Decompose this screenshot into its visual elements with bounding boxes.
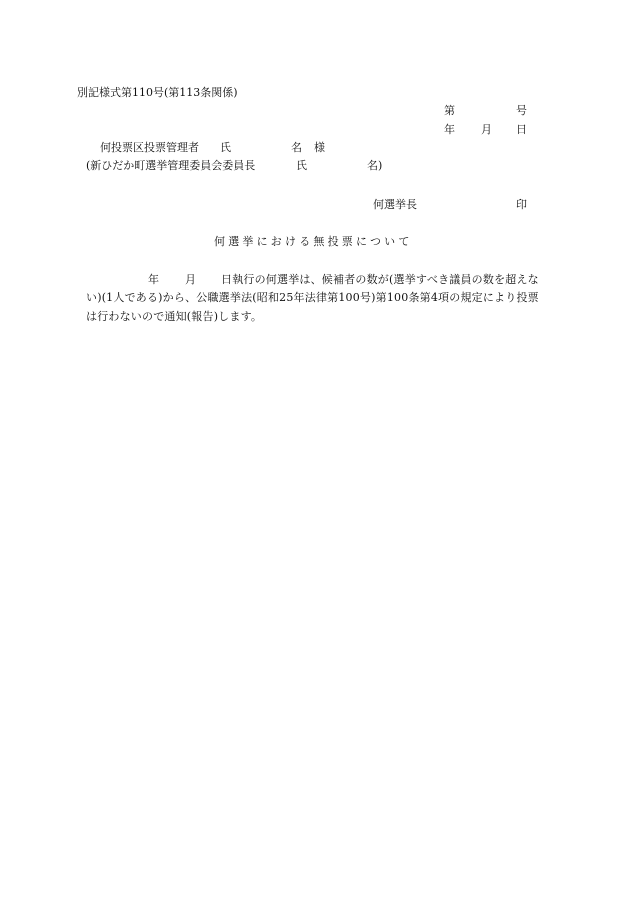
addressee-honorific: 様 (314, 141, 325, 154)
body-line-1: 日執行の何選挙は、候補者の数が(選挙すべき議員の数を超えな (221, 273, 539, 286)
addressee-title: 何投票区投票管理者 (100, 141, 199, 154)
body-month: 月 (185, 273, 197, 286)
addressee-alt-family-name-label: 氏 (296, 159, 307, 172)
addressee-given-name-label: 名 (291, 141, 302, 154)
date-year: 年 (444, 123, 455, 136)
doc-number-suffix: 号 (516, 104, 527, 117)
form-label: 別記様式第110号(第113条関係) (77, 86, 238, 99)
date-day: 日 (516, 123, 527, 136)
subject-title: 何選挙における無投票について (214, 235, 413, 248)
doc-number-prefix: 第 (444, 104, 455, 117)
addressee-family-name-label: 氏 (220, 141, 231, 154)
date-month: 月 (481, 123, 492, 136)
addressee-alt-title: (新ひだか町選挙管理委員会委員長 (86, 159, 256, 172)
addressee-alt-given-name-label: 名) (367, 159, 383, 172)
sender-title: 何選挙長 (373, 198, 417, 211)
body-line-3: は行わないので通知(報告)します。 (86, 310, 263, 323)
sender-seal: 印 (516, 198, 527, 211)
body-year: 年 (148, 273, 160, 286)
body-line-2: い)(1人である)から、公職選挙法(昭和25年法律第100号)第100条第4項の規定により投票 (86, 291, 539, 304)
